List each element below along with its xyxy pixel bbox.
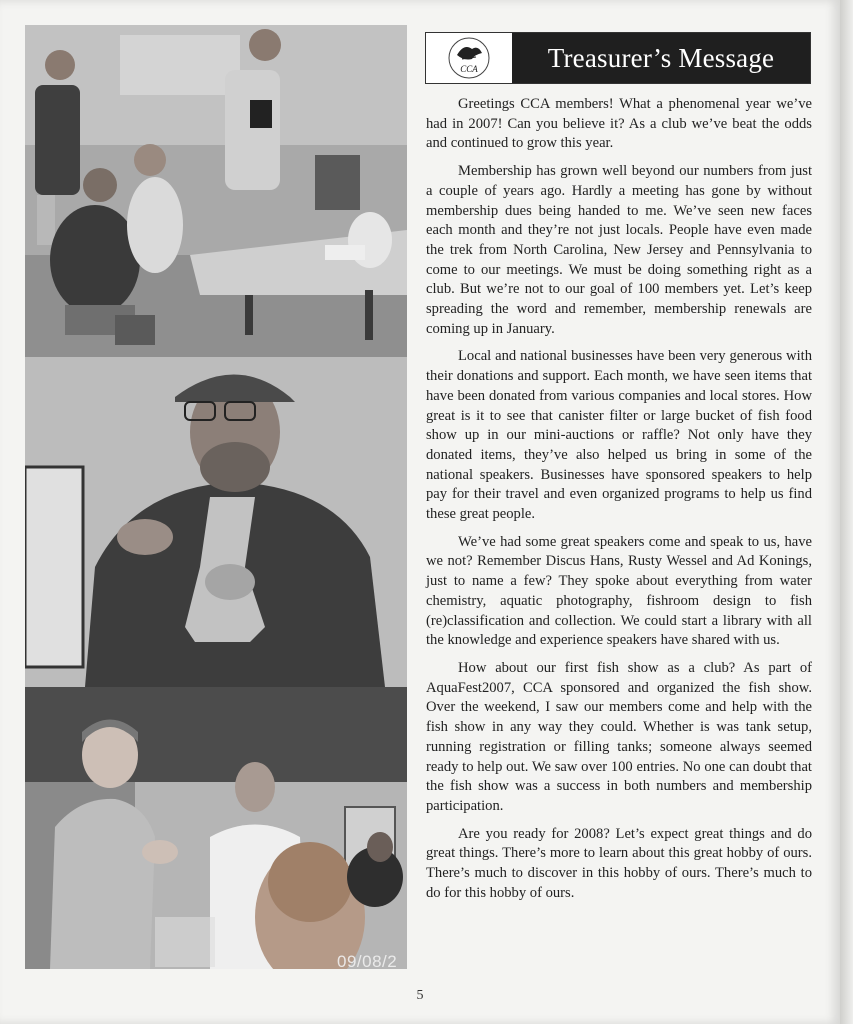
photo-1-image bbox=[25, 25, 407, 357]
cca-logo-icon bbox=[442, 35, 496, 81]
article-paragraph: We’ve had some great speakers come and speak to us, have we not? Remember Discus Hans, Rusty Wessel and Ad Konings, just to name a few? They spoke about everything from water chemistry, aquatic photography, fishroom design to fish (re)classification and collection. We could start a library with all the knowledge and experience speakers have shared with us. bbox=[426, 533, 812, 649]
photo-date-stamp: 09/08/2 bbox=[337, 952, 398, 969]
page-number: 5 bbox=[416, 988, 424, 1003]
page-title: Treasurer’s Message bbox=[512, 33, 810, 83]
photo-speaker-with-bag bbox=[25, 357, 407, 687]
photo-2-image bbox=[25, 357, 407, 687]
photo-members-photographing bbox=[25, 25, 407, 357]
club-logo bbox=[426, 33, 513, 83]
article-paragraph: How about our first fish show as a club? As part of AquaFest2007, CCA sponsored and organized the fish show. Over the weekend, I saw our members come and help with the fish show in any way they could. Whether is was tank setup, running registration or filling tanks; someone always seemed ready to help out. We saw over 100 entries. No one can doubt that the fish show was a success in both numbers and membership participation. bbox=[426, 659, 812, 814]
article-paragraph: Membership has grown well beyond our numbers from just a couple of years ago. Hardly a meeting has gone by without membership dues being handed to me. We’ve seen new faces each month and they’re not just locals. People have even made the trek from North Carolina, New Jersey and Pennsylvania to come to our meetings. We must be doing something right as a club. But we’re not to our goal of 100 members yet. Let’s keep spreading the word and remember, membership renewals are coming up in January. bbox=[426, 163, 812, 337]
article-paragraph: Are you ready for 2008? Let’s expect great things and do great things. There’s more to learn about this great hobby of ours. There’s much to discover in this hobby of ours. There’s much to do for this hobby of ours. bbox=[426, 825, 812, 901]
logo-text: CCA bbox=[460, 64, 478, 74]
article-paragraph: Greetings CCA members! What a phenomenal year we’ve had in 2007! Can you believe it? As a club we’ve beat the odds and continued to grow this year. bbox=[426, 96, 812, 152]
page-edge bbox=[840, 0, 853, 1024]
photo-3-image bbox=[25, 687, 407, 969]
article-header bbox=[425, 32, 811, 84]
article-body bbox=[426, 95, 812, 911]
article-paragraph: Local and national businesses have been very generous with their donations and support. Each month, we have seen items that have been donated from various companies and local stores. How great is it to see that canister filter or large bucket of fish food show up in our mini-auctions or raffle? Not only have they donated items, they’ve also helped us bring in some of the national speakers. Businesses have sponsored speakers to help pay for their travel and even organized programs to help us find these great people. bbox=[426, 348, 812, 523]
photo-meeting-speakers bbox=[25, 687, 407, 969]
